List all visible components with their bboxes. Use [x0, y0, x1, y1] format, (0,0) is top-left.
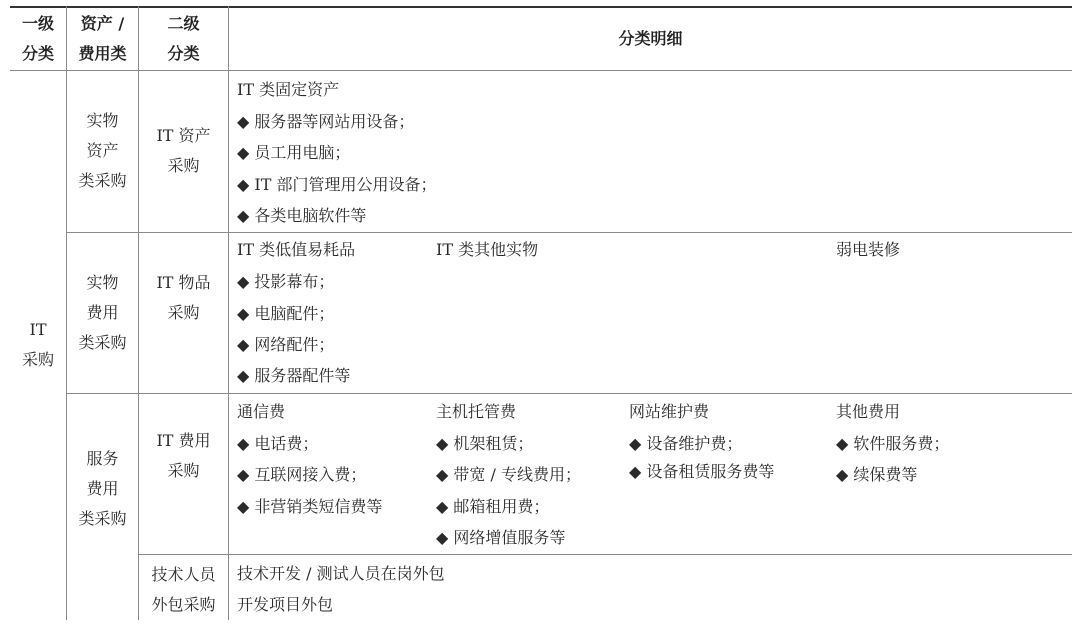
list-item: ◆ 互联网接入费；: [237, 465, 367, 484]
list-item: ◆ 电脑配件；: [237, 304, 335, 323]
list-item: ◆ 非营销类短信费等: [237, 497, 383, 516]
list-item: ◆ 设备租赁服务费等: [629, 462, 775, 481]
row2-col1-title: IT 类低值易耗品: [237, 240, 356, 259]
row3-col3-title: 网站维护费: [629, 402, 710, 421]
list-item: ◆ 电话费；: [237, 434, 319, 453]
header-level2: 二级 分类: [167, 14, 200, 63]
list-item: ◆ 各类电脑软件等: [237, 206, 367, 225]
header-level1: 一级 分类: [21, 14, 54, 63]
list-item: ◆ IT 部门管理用公用设备；: [237, 175, 437, 194]
list-item: ◆ 投影幕布；: [237, 272, 335, 291]
list-item: ◆ 机架租赁；: [436, 434, 534, 453]
row3-col4-title: 其他费用: [836, 402, 901, 421]
list-item: ◆ 服务器等网站用设备；: [237, 112, 415, 131]
list-item: ◆ 带宽 / 专线费用；: [436, 465, 581, 484]
row3-type: 服务 费用 类采购: [78, 449, 127, 528]
row1-level2: IT 资产 采购: [156, 126, 211, 175]
list-item: ◆ 网络配件；: [237, 335, 335, 354]
header-asset-expense-type: 资产 / 费用类: [78, 14, 127, 63]
list-item: ◆ 续保费等: [836, 465, 918, 484]
header-detail: 分类明细: [618, 29, 683, 48]
list-item: ◆ 邮箱租用费；: [436, 497, 550, 516]
list-item: ◆ 服务器配件等: [237, 366, 351, 385]
row4-line2: 开发项目外包: [237, 595, 334, 614]
row1-type: 实物 资产 类采购: [78, 111, 127, 190]
row4-line1: 技术开发 / 测试人员在岗外包: [237, 564, 445, 583]
row2-level2: IT 物品 采购: [156, 273, 211, 322]
list-item: ◆ 软件服务费；: [836, 434, 950, 453]
row2-col3-title: 弱电装修: [836, 240, 901, 259]
row4-level2: 技术人员 外包采购: [151, 565, 216, 614]
list-item: ◆ 设备维护费；: [629, 434, 743, 453]
list-item: ◆ 员工用电脑；: [237, 143, 351, 162]
row3-col2-title: 主机托管费: [436, 402, 517, 421]
level1-it-procurement: IT 采购: [21, 320, 54, 369]
row3-level2: IT 费用 采购: [156, 431, 211, 480]
row2-col2-title: IT 类其他实物: [436, 240, 539, 259]
row2-type: 实物 费用 类采购: [78, 273, 127, 352]
row3-col1-title: 通信费: [237, 402, 286, 421]
list-item: ◆ 网络增值服务等: [436, 528, 566, 547]
row1-col1-title: IT 类固定资产: [237, 80, 340, 99]
